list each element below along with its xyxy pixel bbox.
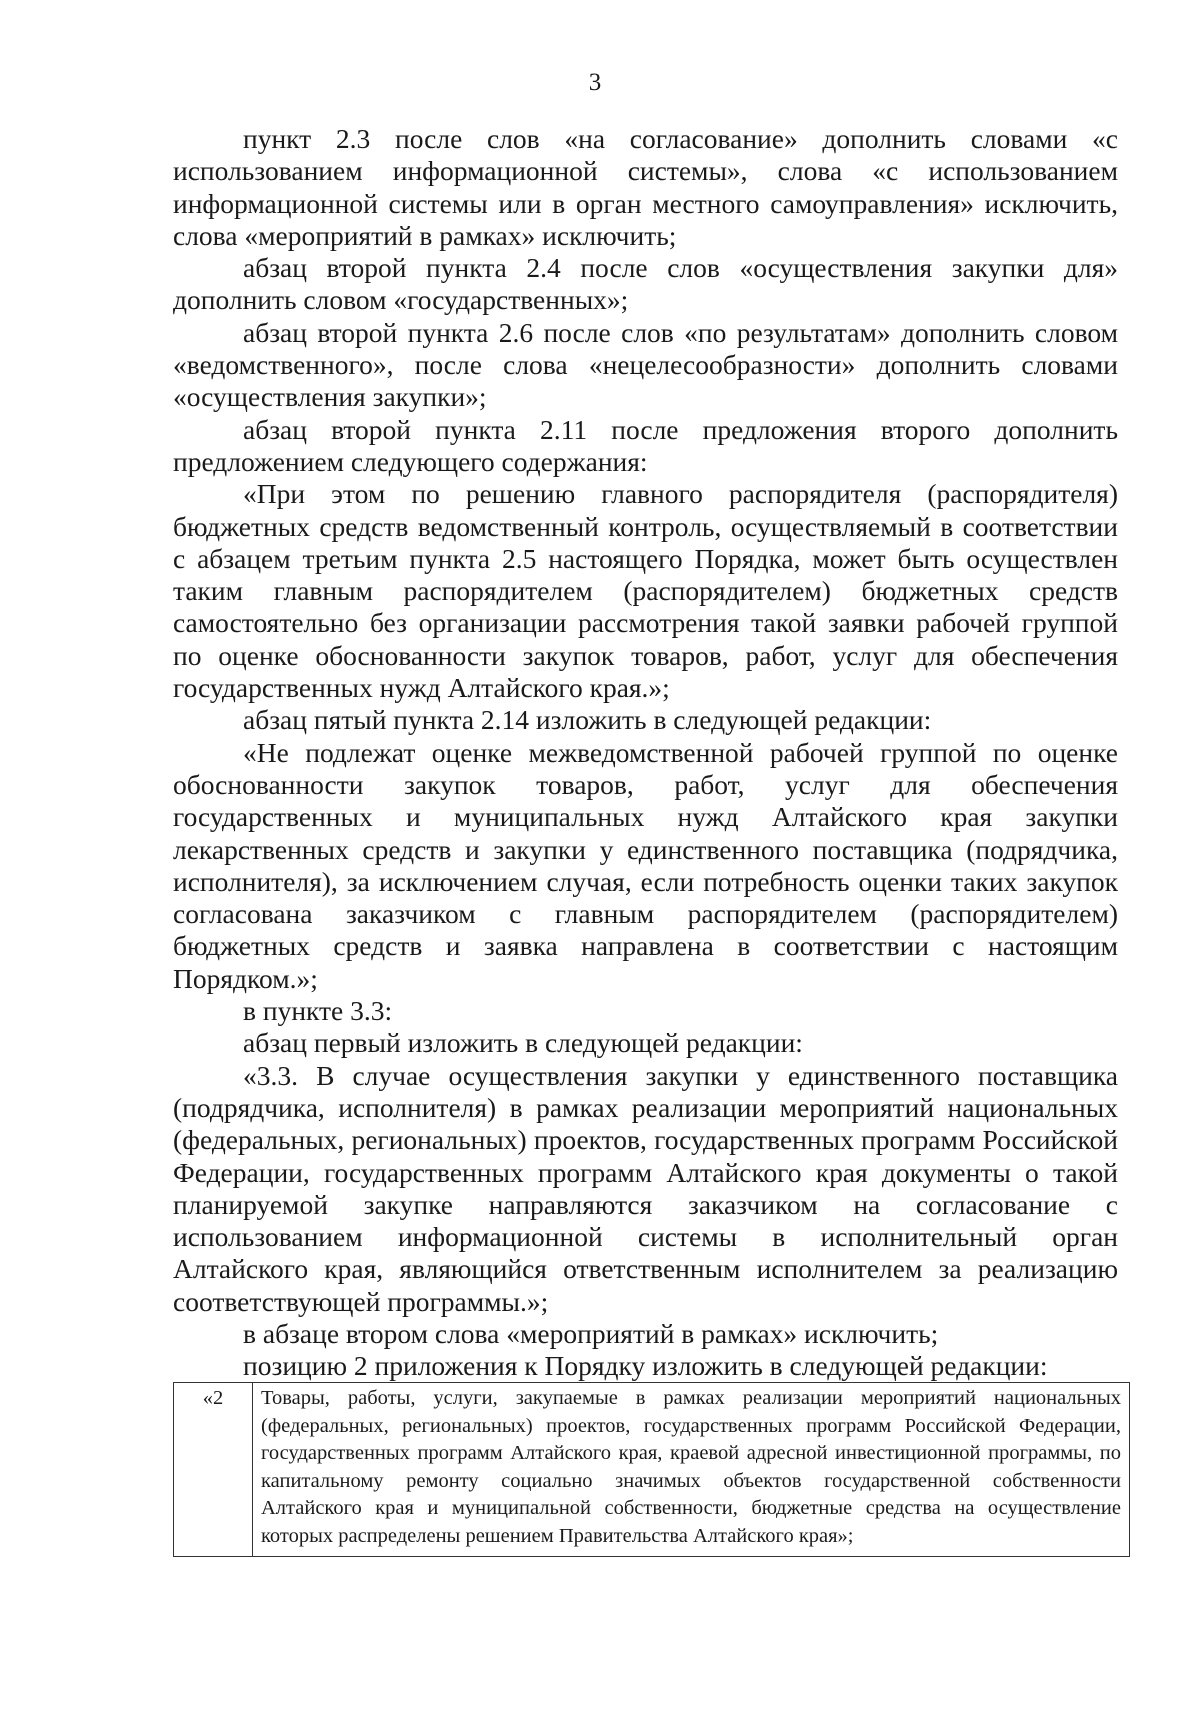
appendix-position-table	[173, 1382, 1130, 1557]
paragraph-quote-3-3: «3.3. В случае осуществления закупки у единственного поставщика (подрядчика, исполнителя) в рамках реализации мероприятий национальных (федеральных, региональных) проектов, государственных программ Российской Федерации, государственных программ Алтайского края документы о такой планируемой закупке направляются заказчиком на согласование с использованием информационной системы в исполнительный орган Алтайского края, являющийся ответственным исполнителем за реализацию соответствующей программы.»;	[173, 1059, 1118, 1317]
paragraph-clause-2-11: абзац второй пункта 2.11 после предложения второго дополнить предложением следующего содержания:	[173, 413, 1118, 477]
paragraph-clause-2-3: пункт 2.3 после слов «на согласование» дополнить словами «с использованием информационной системы», слова «с использованием информационной системы или в орган местного самоуправления» исключить, слова «мероприятий в рамках» исключить;	[173, 123, 1118, 251]
position-number-cell: «2	[174, 1383, 253, 1557]
table-row	[174, 1383, 1130, 1557]
paragraph-first-abzac: абзац первый изложить в следующей редакции:	[243, 1027, 803, 1059]
page-number: 3	[588, 69, 602, 96]
paragraph-quote-2-11: «При этом по решению главного распорядителя (распорядителя) бюджетных средств ведомственный контроль, осуществляемый в соответствии с абзацем третьим пункта 2.5 настоящего Порядка, может быть осуществлен таким главным распорядителем (распорядителем) бюджетных средств самостоятельно без организации рассмотрения такой заявки рабочей группой по оценке обоснованности закупок товаров, работ, услуг для обеспечения государственных нужд Алтайского края.»;	[173, 478, 1118, 704]
paragraph-second-abzac: в абзаце втором слова «мероприятий в рамках» исключить;	[243, 1317, 939, 1349]
paragraph-clause-2-14: абзац пятый пункта 2.14 изложить в следующей редакции:	[243, 704, 932, 736]
paragraph-quote-2-14: «Не подлежат оценке межведомственной рабочей группой по оценке обоснованности закупок товаров, работ, услуг для обеспечения государственных и муниципальных нужд Алтайского края закупки лекарственных средств и закупки у единственного поставщика (подрядчика, исполнителя), за исключением случая, если потребность оценки таких закупок согласована заказчиком с главным распорядителем (распорядителем) бюджетных средств и заявка направлена в соответствии с настоящим Порядком.»;	[173, 736, 1118, 994]
paragraph-appendix-position: позицию 2 приложения к Порядку изложить в следующей редакции:	[243, 1350, 1048, 1382]
position-description-cell: Товары, работы, услуги, закупаемые в рамках реализации мероприятий национальных (федеральных, региональных) проектов, государственных программ Российской Федерации, государственных программ Алтайского края, краевой адресной инвестиционной программы, по капитальному ремонту социально значимых объектов государственной собственности Алтайского края и муниципальной собственности, бюджетные средства на осуществление которых распределены решением Правительства Алтайского края»;	[253, 1383, 1130, 1557]
paragraph-clause-2-6: абзац второй пункта 2.6 после слов «по результатам» дополнить словом «ведомственного», после слова «нецелесообразности» дополнить словами «осуществления закупки»;	[173, 316, 1118, 413]
document-body	[173, 123, 1118, 1383]
paragraph-clause-2-4: абзац второй пункта 2.4 после слов «осуществления закупки для» дополнить словом «государственных»;	[173, 252, 1118, 316]
paragraph-clause-3-3: в пункте 3.3:	[243, 995, 393, 1027]
